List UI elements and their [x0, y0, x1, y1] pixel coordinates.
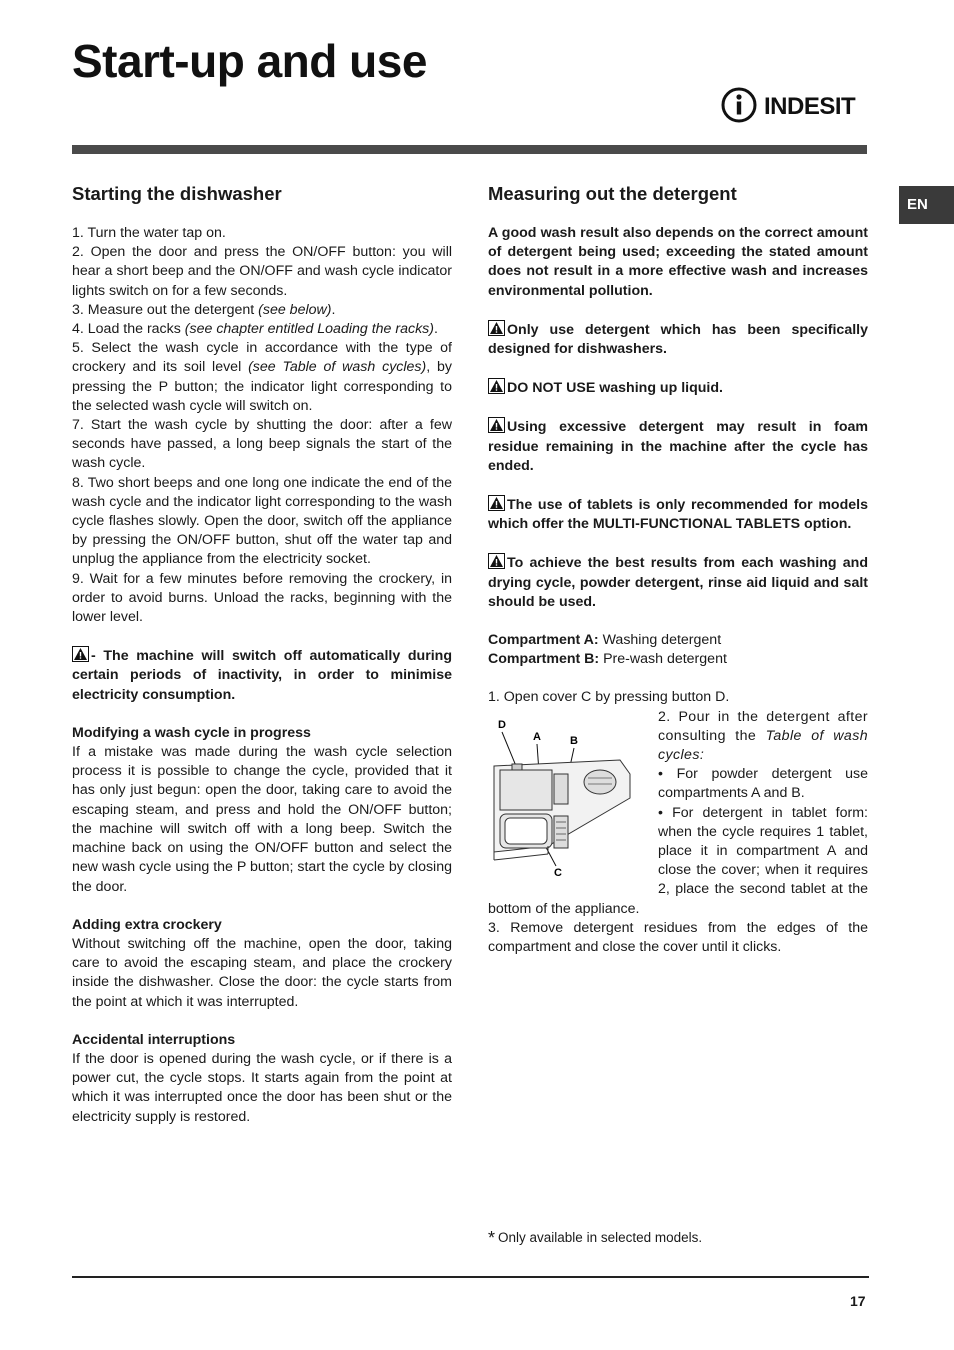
warning-icon	[488, 553, 505, 569]
indesit-logo	[720, 84, 868, 126]
footer-rule	[72, 1276, 869, 1278]
step-2: 2. Open the door and press the ON/OFF button: you will hear a short beep and the ON/OFF and wash cycle indicator lights switch on for a few seconds.	[72, 244, 452, 299]
compartment-a: Compartment A: Washing detergent	[488, 632, 722, 649]
subheading-adding: Adding extra crockery	[72, 916, 222, 933]
step-8: 8. Two short beeps and one long one indicate the end of the wash cycle and the indicator light corresponding to the wash cycle flashes slowly. Open the door, switch off the appliance by pressing the ON/OFF button, shut off the water tap and unplug the appliance from the electricity socket.	[72, 474, 452, 568]
subheading-modifying: Modifying a wash cycle in progress	[72, 724, 311, 741]
warning-item: To achieve the best results from each washing and drying cycle, powder detergent, rinse aid liquid and salt should be used.	[488, 555, 868, 610]
detergent-intro: A good wash result also depends on the correct amount of detergent being used; exceeding the stated amount does not result in a more effective wash and increases environmental pollution.	[488, 225, 868, 299]
page-number: 17	[850, 1293, 866, 1309]
svg-text:B: B	[570, 734, 578, 747]
language-tab: EN	[899, 186, 954, 224]
brand-wordmark: INDESIT	[764, 93, 856, 120]
detergent-step-1: 1. Open cover C by pressing button D.	[488, 689, 730, 706]
warning-item: DO NOT USE washing up liquid.	[488, 378, 868, 398]
step-3: 3. Measure out the detergent (see below).	[72, 301, 336, 318]
svg-text:D: D	[498, 718, 506, 731]
svg-text:C: C	[554, 866, 562, 879]
section-heading-starting: Starting the dishwasher	[72, 183, 282, 204]
detergent-dispenser-diagram	[488, 714, 638, 884]
step-1: 1. Turn the water tap on.	[72, 225, 226, 241]
warning-icon	[488, 417, 505, 433]
warning-icon	[72, 646, 89, 662]
detergent-bullet-tablet: • For detergent in tablet form: when the cycle requires 1 tablet, place it in compartment A and close the cover; when it requires 2, place the second tablet at the bottom of the appliance.	[488, 804, 868, 917]
section-heading-detergent: Measuring out the detergent	[488, 183, 737, 204]
adding-text: Without switching off the machine, open the door, taking care to avoid the escaping steam, and place the crockery inside the dishwasher. Close the door: the cycle starts from the point at which it was interrupted.	[72, 935, 452, 1010]
step-9: 9. Wait for a few minutes before removing the crockery, in order to avoid burns. Unload the racks, beginning with the lower level.	[72, 570, 452, 626]
warning-item: Using excessive detergent may result in foam residue remaining in the machine after the cycle has ended.	[488, 419, 868, 474]
step-5: 5. Select the wash cycle in accordance with the type of crockery and its soil level (see Table of wash cycles), by pressing the P button; the indicator light corresponding to the selected wash cycle will switch on.	[72, 340, 453, 414]
starting-section	[72, 182, 452, 1127]
detergent-bullet-powder: • For powder detergent use compartments A and B.	[658, 766, 868, 802]
svg-text:A: A	[533, 730, 541, 743]
detergent-step-3: 3. Remove detergent residues from the edges of the compartment and close the cover until it clicks.	[488, 919, 868, 956]
detergent-section	[488, 182, 868, 957]
warning-icon	[488, 378, 505, 394]
modifying-text: If a mistake was made during the wash cycle selection process it is possible to change the cycle, provided that it has only just begun: open the door, taking care to avoid the escaping steam, and press and hold the ON/OFF button; the machine will switch off with a long beep. Switch the machine back on using the ON/OFF button and select the new wash cycle using the P button; start the cycle by closing the door.	[72, 744, 452, 895]
subheading-accidental: Accidental interruptions	[72, 1031, 236, 1048]
warning-icon	[488, 320, 505, 336]
header-rule	[72, 145, 867, 154]
warning-icon	[488, 495, 505, 511]
footnote: * Only available in selected models.	[488, 1228, 703, 1248]
compartment-b: Compartment B: Pre-wash detergent	[488, 651, 727, 668]
detergent-step-2: 2. Pour in the detergent after consulting the Table of wash cycles:	[658, 708, 868, 764]
step-4: 4. Load the racks (see chapter entitled Loading the racks).	[72, 321, 438, 338]
warning-item: The use of tablets is only recommended for models which offer the MULTI-FUNCTIONAL TABLETS option.	[488, 497, 868, 533]
page-title: Start-up and use	[72, 35, 427, 87]
step-7: 7. Start the wash cycle by shutting the door: after a few seconds have passed, a long beep signals the start of the wash cycle.	[72, 417, 452, 472]
accidental-text: If the door is opened during the wash cycle, or if there is a power cut, the cycle stops. It starts again from the point at which it was interrupted once the door has been shut or the electricity supply is restored.	[72, 1050, 452, 1125]
auto-off-warning: - The machine will switch off automatically during certain periods of inactivity, in order to minimise electricity consumption.	[72, 648, 452, 703]
warning-item: Only use detergent which has been specifically designed for dishwashers.	[488, 321, 868, 358]
